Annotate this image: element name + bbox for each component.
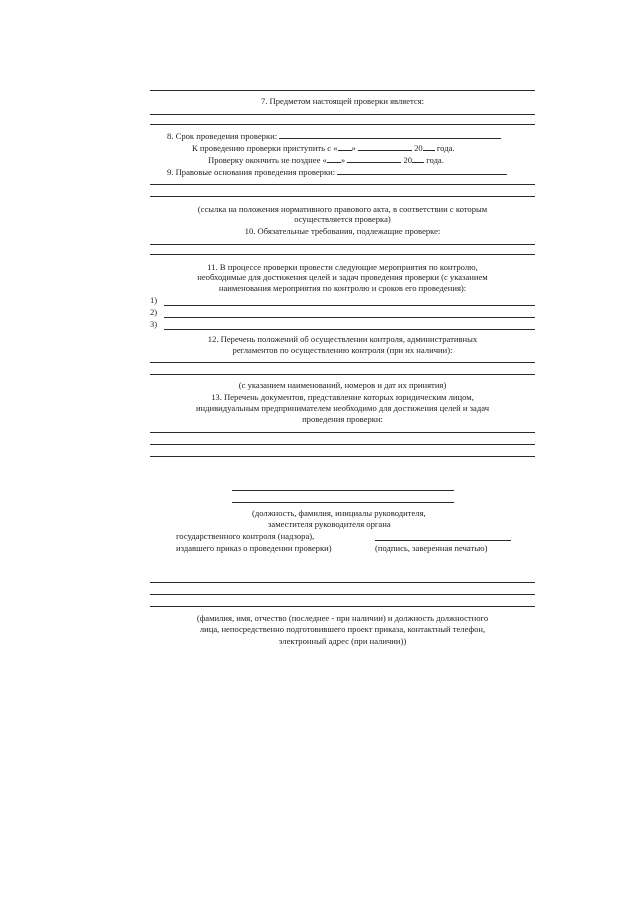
blank-line (150, 244, 535, 245)
signature-caption: издавшего приказ о проведении проверки) (176, 543, 332, 553)
item-11-text: 11. В процессе проверки провести следующие мероприятия по контролю, (207, 262, 478, 272)
signature-caption: государственного контроля (надзора), (176, 531, 315, 541)
start-date-line (192, 142, 455, 153)
blank-line (358, 142, 412, 151)
blank-line (337, 166, 507, 175)
footer-caption: лица, непосредственно подготовившего проект приказа, контактный телефон, (199, 624, 486, 634)
item-11-text: наименования мероприятия по контролю и сроков его проведения): (218, 283, 467, 293)
list-item (150, 319, 157, 329)
blank-line (164, 317, 535, 318)
start-mid: » (351, 143, 356, 153)
start-year: 20 (414, 143, 423, 153)
signature-line (375, 540, 511, 541)
list-number: 2) (150, 307, 158, 317)
blank-line (150, 606, 535, 607)
list-item (150, 307, 157, 317)
blank-line (164, 305, 535, 306)
signature-caption: (подпись, заверенная печатью) (375, 543, 488, 553)
item-13-text: 13. Перечень документов, представление которых юридическим лицом, (211, 392, 474, 402)
item-7-heading: 7. Предметом настоящей проверки является: (260, 96, 425, 106)
item-9-note: (ссылка на положения нормативного правового акта, в соответствии с которым (197, 204, 488, 214)
blank-line (338, 142, 352, 151)
blank-line (150, 114, 535, 115)
start-prefix: К проведению проверки приступить с « (192, 143, 338, 153)
end-mid: » (340, 155, 346, 165)
item-9-note: осуществляется проверка) (294, 214, 391, 224)
item-10-heading: 10. Обязательные требования, подлежащие проверке: (244, 226, 441, 236)
signature-line (232, 502, 454, 503)
blank-line (150, 444, 535, 445)
item-9-heading (167, 166, 507, 177)
end-year: 20 (403, 155, 413, 165)
signature-caption: заместителя руководителя органа (268, 519, 391, 529)
blank-line (150, 184, 535, 185)
blank-line (423, 142, 435, 151)
item-11-text: необходимые для достижения целей и задач проведения проверки (с указанием (197, 272, 488, 282)
end-suffix: года. (426, 155, 444, 165)
item-8-label: 8. Срок проведения проверки: (167, 131, 278, 141)
start-suffix: года. (436, 143, 455, 153)
blank-line (150, 90, 535, 91)
signature-line (232, 490, 454, 491)
item-13-text: проведения проверки: (302, 414, 383, 424)
item-12-text: 12. Перечень положений об осуществлении контроля, административных (207, 334, 478, 344)
item-12-note: (с указанием наименований, номеров и дат их принятия) (238, 380, 447, 390)
blank-line (150, 124, 535, 125)
blank-line (150, 374, 535, 375)
blank-line (412, 154, 424, 163)
item-9-label: 9. Правовые основания проведения проверки: (167, 167, 336, 177)
blank-line (150, 582, 535, 583)
blank-line (279, 130, 501, 139)
signature-caption: (должность, фамилия, инициалы руководителя, (252, 508, 426, 518)
footer-caption: электронный адрес (при наличии)) (278, 636, 407, 646)
blank-line (150, 362, 535, 363)
item-8-heading (167, 130, 501, 141)
list-number: 3) (150, 319, 158, 329)
blank-line (164, 329, 535, 330)
blank-line (150, 456, 535, 457)
blank-line (150, 254, 535, 255)
item-13-text: индивидуальным предпринимателем необходимо для достижения целей и задач (195, 403, 490, 413)
blank-line (150, 594, 535, 595)
blank-line (150, 196, 535, 197)
list-item (150, 295, 157, 305)
list-number: 1) (150, 295, 158, 305)
end-date-line (208, 154, 444, 165)
blank-line (327, 154, 341, 163)
footer-caption: (фамилия, имя, отчество (последнее - при наличии) и должность должностного (196, 613, 489, 623)
blank-line (347, 154, 401, 163)
end-prefix: Проверку окончить не позднее « (208, 155, 327, 165)
item-12-text: регламентов по осуществлению контроля (при их наличии): (232, 345, 453, 355)
blank-line (150, 432, 535, 433)
